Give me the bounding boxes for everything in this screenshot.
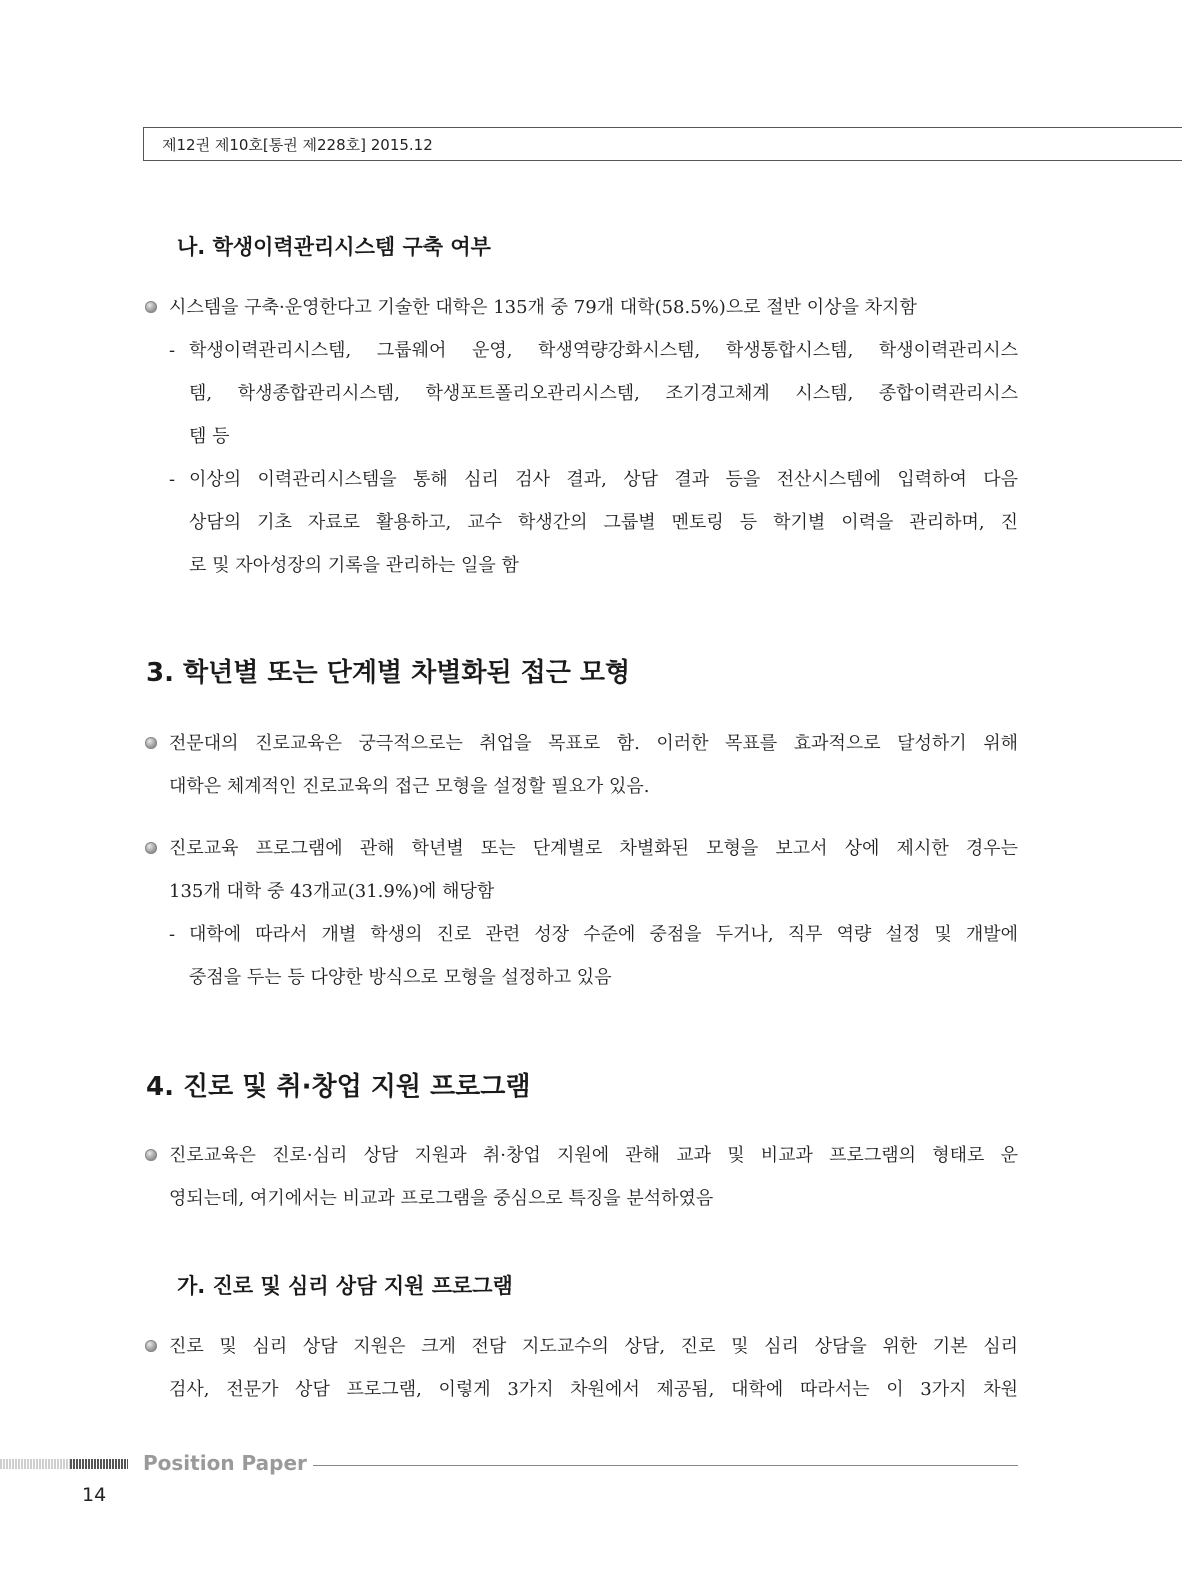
text-line: 검사, 전문가 상담 프로그램, 이렇게 3가지 차원에서 제공됨, 대학에 따라서는 이 3가지 차원 [169,1379,1018,1400]
text-line: 영되는데, 여기에서는 비교과 프로그램을 중심으로 특징을 분석하였음 [169,1188,714,1209]
text-line: 시스템을 구축·운영한다고 기술한 대학은 135개 중 79개 대학(58.5%)으로 절반 이상을 차지함 [169,297,917,318]
paragraph-ga-bullet1 [143,1325,1018,1411]
bullet-line [143,722,1018,765]
text-line: 이상의 이력관리시스템을 통해 심리 검사 결과, 상담 결과 등을 전산시스템에 입력하여 다음 [189,469,1018,490]
text-line: 템 등 [189,426,230,447]
footer-decoration-bars-dark [70,1459,128,1469]
section-title-4: 4. 진로 및 취·창업 지원 프로그램 [146,1072,531,1102]
text-line: 학생이력관리시스템, 그룹웨어 운영, 학생역량강화시스템, 학생통합시스템, 학생이력관리시스 [189,340,1018,361]
page-number: 14 [82,1484,107,1506]
dash-mark: - [169,924,176,945]
bullet-line [143,286,1018,329]
dash-mark: - [169,340,176,361]
dash-line [143,913,1018,956]
text-line: 중점을 두는 등 다양한 방식으로 모형을 설정하고 있음 [189,967,612,988]
text-line: 상담의 기초 자료로 활용하고, 교수 학생간의 그룹별 멘토링 등 학기별 이력을 관리하며, 진 [189,512,1018,533]
paragraph-3-bullet2 [143,827,1018,913]
dash-line [143,458,1018,501]
text-line: 진로 및 심리 상담 지원은 크게 전담 지도교수의 상담, 진로 및 심리 상담을 위한 기본 심리 [169,1336,1018,1357]
paragraph-na-dash1 [143,329,1018,458]
paragraph-na-dash2 [143,458,1018,587]
bullet-circle-icon [145,842,157,854]
bullet-circle-icon [145,737,157,749]
dash-line [143,329,1018,372]
issue-label: 제12권 제10호[통권 제228호] 2015.12 [162,136,433,154]
bullet-line [143,1325,1018,1368]
paragraph-4-bullet1 [143,1134,1018,1220]
text-line: 진로교육 프로그램에 관해 학년별 또는 단계별로 차별화된 모형을 보고서 상에 제시한 경우는 [169,838,1018,859]
text-line: 로 및 자아성장의 기록을 관리하는 일을 함 [189,555,519,576]
paragraph-3-dash1 [143,913,1018,999]
footer-rule [313,1465,1018,1466]
paragraph-na-bullet1 [143,286,1018,329]
text-line: 135개 대학 중 43개교(31.9%)에 해당함 [169,881,495,902]
bullet-circle-icon [145,1149,157,1161]
section-title-3: 3. 학년별 또는 단계별 차별화된 접근 모형 [146,658,631,688]
text-line: 대학은 체계적인 진로교육의 접근 모형을 설정할 필요가 있음. [169,776,650,797]
text-line: 전문대의 진로교육은 궁극적으로는 취업을 목표로 함. 이러한 목표를 효과적으로 달성하기 위해 [169,733,1018,754]
text-line: 대학에 따라서 개별 학생의 진로 관련 성장 수준에 중점을 두거나, 직무 역량 설정 및 개발에 [189,924,1018,945]
bullet-line [143,1134,1018,1177]
subsection-title-na: 나. 학생이력관리시스템 구축 여부 [177,235,491,259]
text-line: 진로교육은 진로·심리 상담 지원과 취·창업 지원에 관해 교과 및 비교과 프로그램의 형태로 운 [169,1145,1018,1166]
footer-journal-title: Position Paper [143,1451,307,1475]
dash-mark: - [169,469,176,490]
bullet-circle-icon [145,301,157,313]
paragraph-3-bullet1 [143,722,1018,808]
bullet-circle-icon [145,1340,157,1352]
bullet-line [143,827,1018,870]
subsection-title-ga: 가. 진로 및 심리 상담 지원 프로그램 [177,1274,513,1298]
text-line: 템, 학생종합관리시스템, 학생포트폴리오관리시스템, 조기경고체계 시스템, 종합이력관리시스 [189,383,1018,404]
